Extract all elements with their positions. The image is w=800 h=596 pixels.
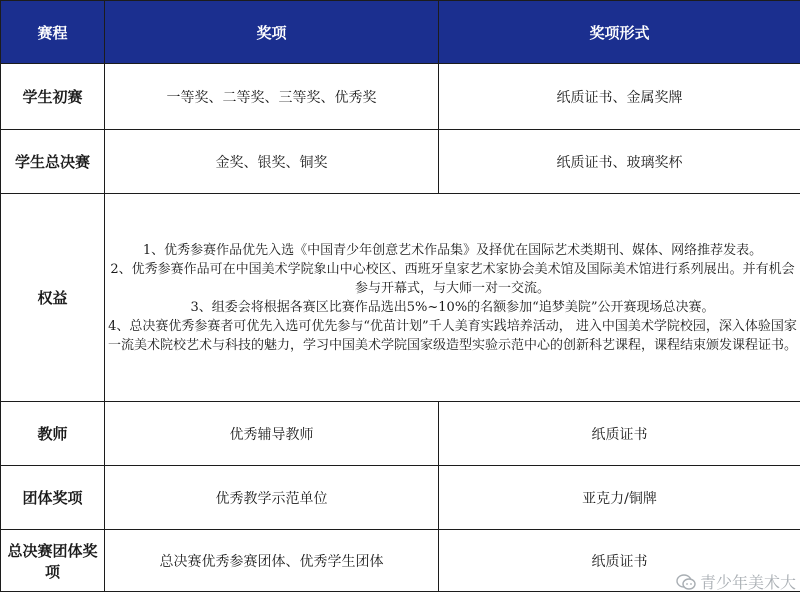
- benefit-item-4: 4、总决赛优秀参赛者可优先入选可优先参与“优苗计划”千人美育实践培养活动， 进入中国美术学院校园，深入体验国家一流美术院校艺术与科技的魅力，学习中国美术学院国家级造型实验示范中心的创新科艺课程，课程结束颁发课程证书。: [107, 318, 797, 353]
- row-stage: 学生初赛: [1, 64, 105, 130]
- row-award: 一等奖、二等奖、三等奖、优秀奖: [105, 64, 439, 130]
- wechat-icon: [676, 574, 696, 590]
- row-form: 亚克力/铜牌: [439, 466, 800, 530]
- table-row: [1, 466, 800, 530]
- table-row: [1, 130, 800, 194]
- table-row: [1, 402, 800, 466]
- watermark: [676, 570, 796, 593]
- benefit-item-1: 1、优秀参赛作品优先入选《中国青少年创意艺术作品集》及择优在国际艺术类期刊、媒体、网络推荐发表。: [142, 242, 763, 258]
- row-award: 总决赛优秀参赛团体、优秀学生团体: [105, 530, 439, 592]
- row-stage: 教师: [1, 402, 105, 466]
- header-stage: 赛程: [1, 1, 105, 64]
- header-row: [1, 1, 800, 64]
- header-award: 奖项: [105, 1, 439, 64]
- benefits-row: [1, 194, 800, 402]
- row-form: 纸质证书、玻璃奖杯: [439, 130, 800, 194]
- benefit-item-3: 3、组委会将根据各赛区比赛作品选出5%~10%的名额参加“追梦美院”公开赛现场总决赛。: [190, 299, 715, 315]
- row-stage: 总决赛团体奖项: [1, 530, 105, 592]
- table-row: [1, 64, 800, 130]
- benefit-item-2: 2、优秀参赛作品可在中国美术学院象山中心校区、西班牙皇家艺术家协会美术馆及国际美术馆进行系列展出。并有机会参与开幕式，与大师一对一交流。: [110, 261, 795, 296]
- row-award: 金奖、银奖、铜奖: [105, 130, 439, 194]
- row-form: 纸质证书: [439, 402, 800, 466]
- watermark-text: 青少年美术大: [699, 573, 796, 592]
- header-form: 奖项形式: [439, 1, 800, 64]
- row-award: 优秀教学示范单位: [105, 466, 439, 530]
- row-award: 优秀辅导教师: [105, 402, 439, 466]
- row-stage: 团体奖项: [1, 466, 105, 530]
- row-form: 纸质证书: [439, 530, 800, 592]
- row-form: 纸质证书、金属奖牌: [439, 64, 800, 130]
- benefits-cell: [105, 194, 800, 402]
- row-stage: 权益: [1, 194, 105, 402]
- row-stage: 学生总决赛: [1, 130, 105, 194]
